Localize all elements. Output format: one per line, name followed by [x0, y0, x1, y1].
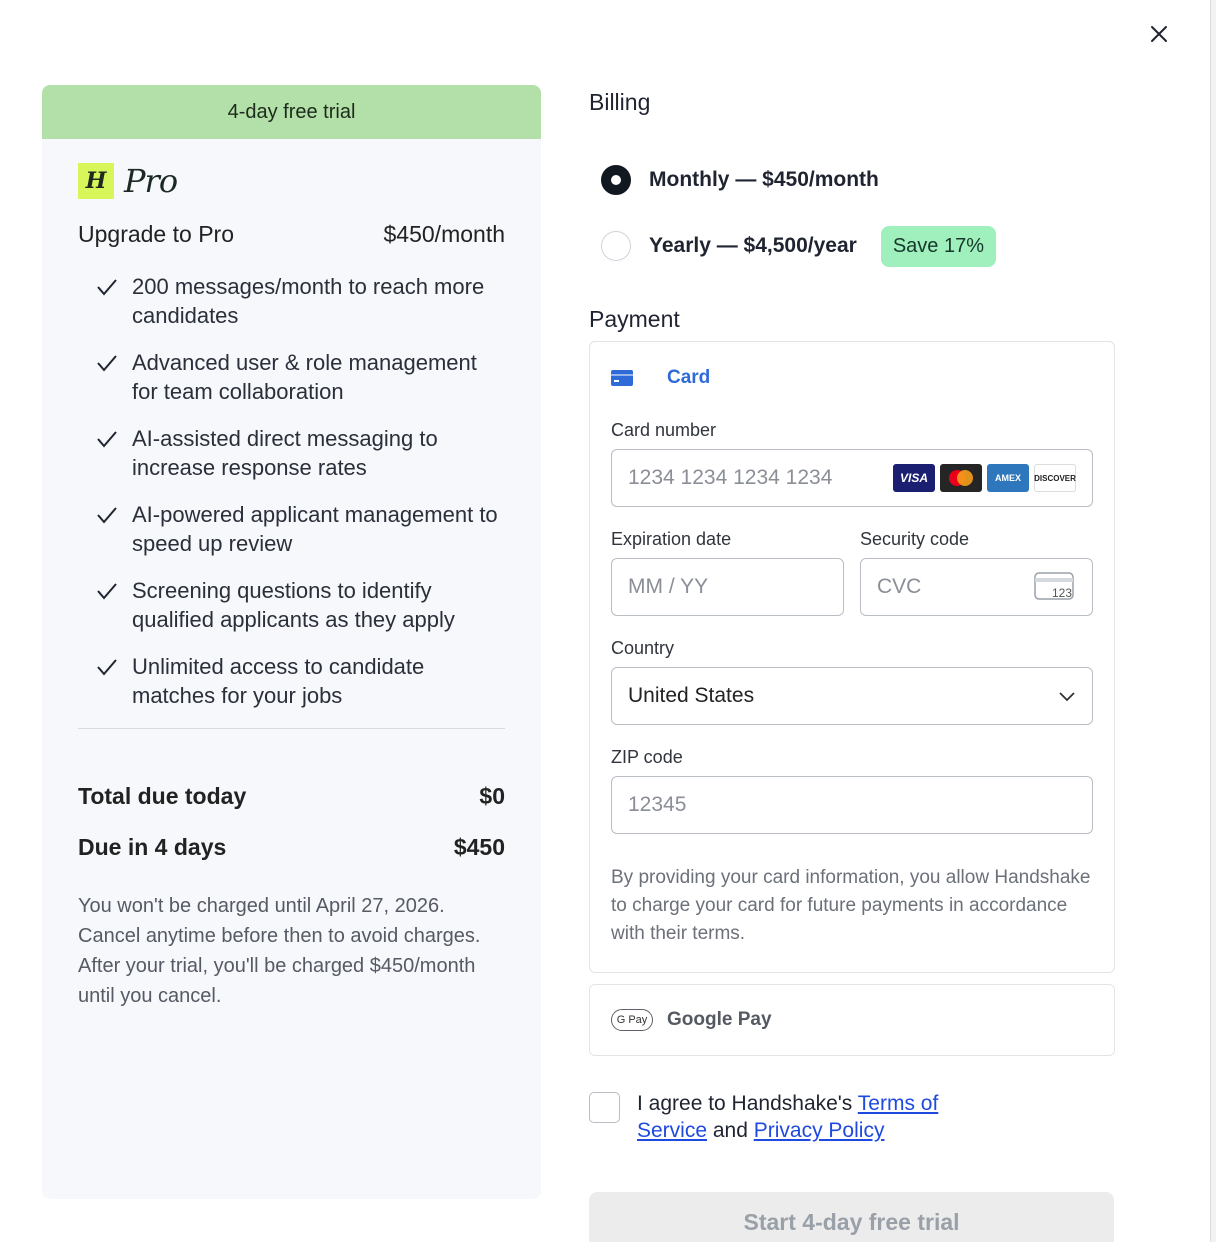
start-trial-button[interactable]: Start 4-day free trial [589, 1192, 1114, 1242]
agree-prefix: I agree to Handshake's [637, 1092, 858, 1115]
card-tab-label: Card [667, 367, 711, 388]
zip-label: ZIP code [611, 747, 683, 767]
billing-option-yearly[interactable] [601, 226, 1115, 266]
check-icon [92, 582, 122, 600]
card-number-placeholder: 1234 1234 1234 1234 [628, 466, 833, 489]
terms-of-service-link[interactable]: Terms of Service [637, 1092, 939, 1142]
monthly-radio[interactable] [601, 165, 631, 195]
feature-text: Unlimited access to candidate matches for your jobs [132, 654, 425, 708]
visa-icon: VISA [893, 464, 935, 492]
card-legal-text: By providing your card information, you allow Handshake to charge your card for future payments in accordance with their terms. [611, 867, 1091, 944]
plan-summary-panel [42, 85, 541, 1199]
mastercard-icon [940, 464, 982, 492]
yearly-radio[interactable] [601, 231, 631, 261]
due-later-value: $450 [453, 834, 505, 860]
trial-note: You won't be charged until April 27, 2026. Cancel anytime before then to avoid charges. After your trial, you'll be charged $450/month until you cancel. [78, 895, 481, 1007]
google-pay-option[interactable] [589, 984, 1115, 1056]
google-pay-icon: G Pay [611, 1009, 653, 1031]
country-select[interactable] [611, 667, 1093, 725]
privacy-policy-link[interactable]: Privacy Policy [753, 1119, 885, 1142]
billing-title: Billing [589, 89, 651, 115]
discover-icon: DISCOVER [1034, 464, 1076, 492]
card-payment-box [589, 341, 1115, 973]
feature-text: AI-assisted direct messaging to increase response rates [132, 426, 438, 480]
payment-title: Payment [589, 306, 680, 332]
terms-agreement-text [637, 1090, 957, 1144]
agree-middle: and [707, 1119, 754, 1142]
country-value: United States [628, 684, 755, 707]
total-due-today-value: $0 [479, 783, 505, 809]
expiration-input[interactable] [611, 558, 844, 616]
google-pay-label: Google Pay [667, 1009, 772, 1030]
check-icon [92, 278, 122, 296]
check-icon [92, 506, 122, 524]
total-due-today-row [78, 783, 505, 810]
check-icon [92, 430, 122, 448]
zip-input[interactable] [611, 776, 1093, 834]
total-due-today-label: Total due today [78, 783, 247, 809]
check-icon [92, 658, 122, 676]
card-number-input[interactable] [611, 449, 1093, 507]
feature-text: AI-powered applicant management to speed up review [132, 502, 498, 556]
upgrade-title: Upgrade to Pro [78, 221, 234, 247]
card-number-label: Card number [611, 420, 717, 440]
feature-text: 200 messages/month to reach more candidates [132, 274, 485, 328]
zip-placeholder: 12345 [628, 793, 687, 816]
amex-icon: AMEX [987, 464, 1029, 492]
handshake-logo: H [78, 163, 114, 199]
monthly-label: Monthly — $450/month [649, 168, 879, 191]
feature-list [78, 272, 505, 710]
terms-agreement-row [589, 1090, 1115, 1144]
feature-item [78, 348, 505, 406]
brand-row [78, 163, 505, 199]
yearly-label: Yearly — $4,500/year [649, 234, 857, 257]
upgrade-price: $450/month [383, 221, 505, 247]
close-button[interactable] [1146, 21, 1172, 47]
cvc-card-icon [1034, 572, 1076, 602]
feature-text: Advanced user & role management for team collaboration [132, 350, 477, 404]
due-later-label: Due in 4 days [78, 834, 227, 860]
due-later-row [78, 834, 505, 861]
trial-banner: 4-day free trial [42, 85, 541, 139]
checkout-form [589, 85, 1115, 1242]
expiration-placeholder: MM / YY [628, 575, 709, 598]
terms-checkbox[interactable] [589, 1092, 620, 1123]
close-icon [1150, 25, 1168, 43]
card-tab[interactable] [611, 364, 1093, 392]
window-scroll-edge [1210, 0, 1216, 1242]
security-code-label: Security code [860, 529, 970, 549]
card-brand-logos [893, 464, 1076, 492]
cvc-hint-text: 123 [1051, 586, 1072, 600]
feature-item [78, 652, 505, 710]
save-badge: Save 17% [881, 226, 996, 267]
plan-brand-name: Pro [124, 162, 178, 200]
security-code-input[interactable] [860, 558, 1093, 616]
summary-divider [78, 728, 505, 729]
country-label: Country [611, 638, 675, 658]
feature-item [78, 500, 505, 558]
billing-option-monthly[interactable] [601, 160, 1115, 200]
security-code-placeholder: CVC [877, 575, 922, 598]
feature-text: Screening questions to identify qualified applicants as they apply [132, 578, 455, 632]
feature-item [78, 576, 505, 634]
chevron-down-icon [1058, 690, 1076, 702]
feature-item [78, 272, 505, 330]
expiration-label: Expiration date [611, 529, 732, 549]
credit-card-icon [611, 369, 633, 387]
check-icon [92, 354, 122, 372]
feature-item [78, 424, 505, 482]
expiry-cvc-row [611, 507, 1093, 616]
upgrade-price-row [78, 221, 505, 248]
